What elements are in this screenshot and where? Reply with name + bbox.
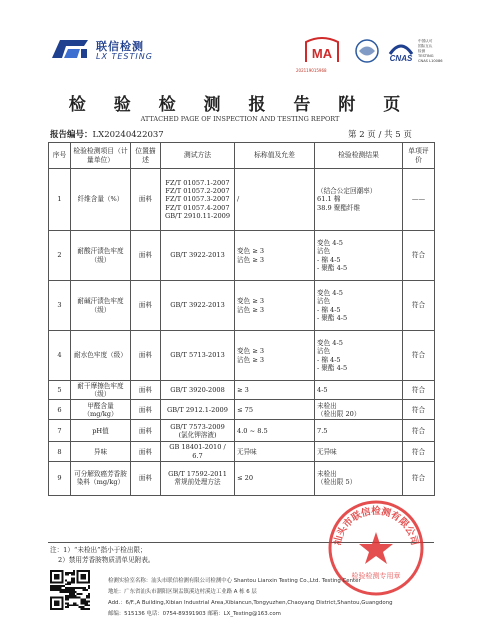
cell-result: 未检出 （检出限 5） [315, 461, 403, 495]
cell-result: 变色 4-5 沾色 - 棉 4-5 - 聚酯 4-5 [315, 281, 403, 331]
table-row [49, 400, 435, 420]
cell-no: 8 [49, 442, 71, 461]
cell-position: 面料 [131, 381, 161, 400]
note-1: 注：1）“未检出”指小于检出限； [50, 546, 147, 554]
footer-address-en: Add.：6/F.,A Building,Xibian Industrial Area,Xibiancun,Tongyuzhen,Chaoyang District,Shantou,Guangdong [108, 600, 393, 606]
cell-evaluation: 符合 [403, 420, 435, 442]
cell-item: 甲醛含量（mg/kg） [71, 400, 131, 420]
cell-position: 面料 [131, 169, 161, 231]
cell-method: GB/T 7573-2009 (氯化钾溶液) [161, 420, 235, 442]
cell-evaluation: 符合 [403, 231, 435, 281]
cell-no: 5 [49, 381, 71, 400]
table-row [49, 231, 435, 281]
cell-evaluation: 符合 [403, 281, 435, 331]
report-subtitle: ATTACHED PAGE OF INSPECTION AND TESTING REPORT [140, 115, 340, 123]
cell-method: GB/T 5713-2013 [161, 331, 235, 381]
table-body [49, 169, 435, 496]
cell-evaluation: 符合 [403, 331, 435, 381]
logo-cn: 联信检测 [96, 40, 144, 53]
cell-result: 未检出 （检出限 20） [315, 400, 403, 420]
cell-evaluation: 符合 [403, 461, 435, 495]
cell-method: FZ/T 01057.1-2007 FZ/T 01057.2-2007 FZ/T 01057.3-2007 FZ/T 01057.4-2007 GB/T 2910.11-2009 [161, 169, 235, 231]
cell-nominal: / [235, 169, 315, 231]
report-number: 报告编号：LX20240422037 [50, 130, 164, 140]
cell-item: 可分解致癌芳香胺染料（mg/kg） [71, 461, 131, 495]
header-method: 测试方法 [161, 143, 235, 169]
cnas-side-text: 中国认可 国际互认 检测 TESTING CNAS L10086 [418, 39, 443, 63]
cell-nominal: 4.0 ~ 8.5 [235, 420, 315, 442]
cell-method: GB/T 2912.1-2009 [161, 400, 235, 420]
header-evaluation: 单项评价 [403, 143, 435, 169]
cell-nominal: 无异味 [235, 442, 315, 461]
cnas-mark-icon [386, 38, 416, 64]
cell-no: 7 [49, 420, 71, 442]
cell-result: 7.5 [315, 420, 403, 442]
header-no: 序号 [49, 143, 71, 169]
cell-nominal: 变色 ≥ 3 沾色 ≥ 3 [235, 281, 315, 331]
cell-nominal: 变色 ≥ 3 沾色 ≥ 3 [235, 331, 315, 381]
cell-no: 1 [49, 169, 71, 231]
cell-result: （结合公定回潮率） 61.1 棉 38.9 聚酯纤维 [315, 169, 403, 231]
table-row [49, 169, 435, 231]
cell-method: GB/T 17592-2011 常规前处理方法 [161, 461, 235, 495]
header-item: 检验检测项目（计量单位） [71, 143, 131, 169]
header-result: 检验检测结果 [315, 143, 403, 169]
cell-nominal: 变色 ≥ 3 沾色 ≥ 3 [235, 231, 315, 281]
cell-item: 耐酸汗渍色牢度（级） [71, 231, 131, 281]
svg-text:MA: MA [311, 46, 333, 61]
table-row [49, 461, 435, 495]
table-row [49, 442, 435, 461]
cell-result: 变色 4-5 沾色 - 棉 4-5 - 聚酯 4-5 [315, 231, 403, 281]
cell-no: 9 [49, 461, 71, 495]
cell-nominal: ≤ 20 [235, 461, 315, 495]
ilac-mark-icon [354, 38, 380, 64]
cell-no: 2 [49, 231, 71, 281]
cell-method: GB 18401-2010 / 6.7 [161, 442, 235, 461]
qr-code-icon [50, 570, 90, 610]
cell-item: 纤维含量（%） [71, 169, 131, 231]
cell-position: 面料 [131, 231, 161, 281]
cell-result: 变色 4-5 沾色 - 棉 4-5 - 聚酯 4-5 [315, 331, 403, 381]
cell-no: 3 [49, 281, 71, 331]
cell-no: 6 [49, 400, 71, 420]
svg-text:汕头市联信检测有限公司: 汕头市联信检测有限公司 [332, 506, 420, 547]
cell-position: 面料 [131, 400, 161, 420]
cell-method: GB/T 3920-2008 [161, 381, 235, 400]
report-title: 检 验 检 测 报 告 附 页 [68, 95, 412, 115]
svg-text:检验检测专用章: 检验检测专用章 [351, 572, 401, 580]
report-header [0, 0, 480, 80]
cell-evaluation: 符合 [403, 442, 435, 461]
cell-position: 面料 [131, 442, 161, 461]
cell-evaluation: —— [403, 169, 435, 231]
cell-method: GB/T 3922-2013 [161, 231, 235, 281]
table-row [49, 420, 435, 442]
cell-result: 无异味 [315, 442, 403, 461]
cell-nominal: ≥ 3 [235, 381, 315, 400]
footer-contact: 邮编：515136 电话：0754-89391903 邮箱：LX_Testing@163.com [108, 611, 281, 617]
cell-position: 面料 [131, 420, 161, 442]
cma-mark-icon [300, 36, 344, 66]
cell-position: 面料 [131, 281, 161, 331]
note-2: 2）禁用芳香胺物质清单见附表。 [58, 556, 155, 564]
cell-position: 面料 [131, 331, 161, 381]
table-row [49, 331, 435, 381]
footer-address-cn: 地址：广东省汕头市潮阳区铜盂镇溪边村溪边工业路 A 栋 6 层 [108, 589, 257, 595]
page-number: 第 2 页 / 共 5 页 [348, 130, 412, 140]
cma-number: 202119015968 [296, 68, 327, 73]
header-position: 位置描述 [131, 143, 161, 169]
cell-item: pH值 [71, 420, 131, 442]
results-table [48, 142, 435, 496]
cell-nominal: ≤ 75 [235, 400, 315, 420]
cell-item: 异味 [71, 442, 131, 461]
logo-en: LX TESTING [96, 52, 153, 61]
table-header-row [49, 143, 435, 169]
svg-text:CNAS: CNAS [389, 54, 413, 63]
cell-no: 4 [49, 331, 71, 381]
cell-position: 面料 [131, 461, 161, 495]
cell-evaluation: 符合 [403, 400, 435, 420]
table-row [49, 381, 435, 400]
cell-method: GB/T 3922-2013 [161, 281, 235, 331]
header-nominal: 标称值及允差 [235, 143, 315, 169]
cell-evaluation: 符合 [403, 381, 435, 400]
table-row [49, 281, 435, 331]
cell-item: 耐干摩擦色牢度（级） [71, 381, 131, 400]
cell-item: 耐水色牢度（级） [71, 331, 131, 381]
company-logo-icon [50, 38, 90, 60]
footer-lab-name: 检测实验室名称：汕头市联信检测有限公司检测中心 Shantou Lianxin Testing Co.,Ltd. Testing Center [108, 578, 361, 584]
cell-result: 4-5 [315, 381, 403, 400]
cell-item: 耐碱汗渍色牢度（级） [71, 281, 131, 331]
